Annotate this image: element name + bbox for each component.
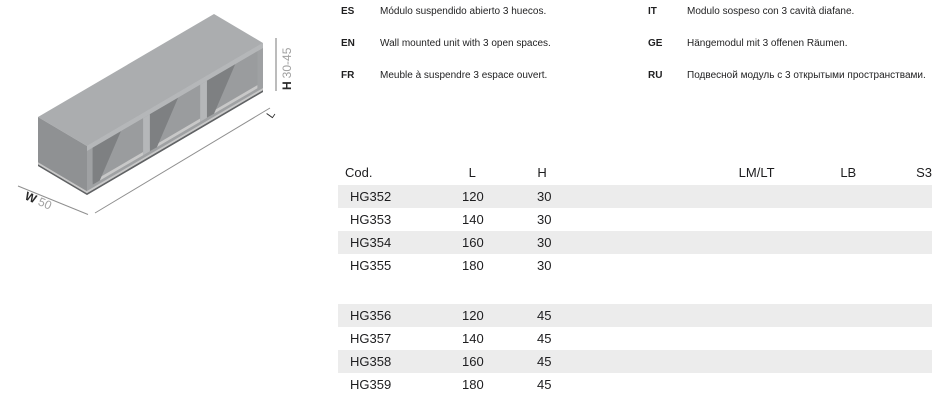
description-ge bbox=[648, 38, 847, 50]
description-ru bbox=[648, 70, 926, 82]
cell-cod: HG352 bbox=[350, 189, 392, 204]
product-drawing bbox=[0, 0, 330, 230]
cell-h: 30 bbox=[537, 189, 552, 204]
table-row-hg356 bbox=[338, 304, 932, 327]
header-l: L bbox=[468, 165, 476, 180]
divider-1-edge bbox=[143, 114, 150, 155]
length-dimension-label: L bbox=[264, 108, 278, 121]
cell-h: 45 bbox=[537, 354, 552, 369]
cell-cod: HG357 bbox=[350, 331, 392, 346]
lang-text-fr: Meuble à suspendre 3 espace ouvert. bbox=[380, 70, 548, 81]
height-dimension-label: H30-45 bbox=[280, 47, 294, 90]
cell-cod: HG353 bbox=[350, 212, 392, 227]
description-en bbox=[341, 38, 551, 50]
header-s3: S3 bbox=[916, 165, 932, 180]
lang-label-en: EN bbox=[341, 38, 355, 49]
lang-text-it: Modulo sospeso con 3 cavità diafane. bbox=[687, 6, 855, 17]
description-it bbox=[648, 6, 854, 18]
divider-2-edge bbox=[200, 81, 207, 122]
cell-cod: HG359 bbox=[350, 377, 392, 392]
cell-cod: HG355 bbox=[350, 258, 392, 273]
width-dimension-label: W50 bbox=[22, 188, 54, 213]
table-row-hg359 bbox=[338, 373, 932, 396]
cell-l: 140 bbox=[462, 212, 484, 227]
cell-l: 120 bbox=[462, 308, 484, 323]
lang-label-ru: RU bbox=[648, 70, 663, 81]
cell-cod: HG358 bbox=[350, 354, 392, 369]
cell-l: 140 bbox=[462, 331, 484, 346]
lang-label-fr: FR bbox=[341, 70, 355, 81]
header-lb: LB bbox=[840, 165, 857, 180]
cell-l: 160 bbox=[462, 235, 484, 250]
table-row-hg355 bbox=[338, 254, 932, 277]
header-cod: Cod. bbox=[345, 165, 373, 180]
table-group-h45 bbox=[338, 304, 932, 396]
table-row-hg352 bbox=[338, 185, 932, 208]
table-row-hg353 bbox=[338, 208, 932, 231]
lang-text-es: Módulo suspendido abierto 3 huecos. bbox=[380, 6, 547, 17]
header-lmlt: LM/LT bbox=[738, 165, 775, 180]
lang-text-en: Wall mounted unit with 3 open spaces. bbox=[380, 38, 551, 49]
table-group-gap bbox=[338, 277, 932, 304]
cell-h: 30 bbox=[537, 258, 552, 273]
table-row-hg358 bbox=[338, 350, 932, 373]
lang-text-ge: Hängemodul mit 3 offenen Räumen. bbox=[687, 38, 848, 49]
spec-table bbox=[338, 160, 932, 396]
cell-l: 180 bbox=[462, 258, 484, 273]
description-es bbox=[341, 6, 546, 18]
cell-l: 180 bbox=[462, 377, 484, 392]
cell-l: 160 bbox=[462, 354, 484, 369]
cell-h: 45 bbox=[537, 377, 552, 392]
wall-unit-illustration bbox=[0, 0, 330, 230]
lang-label-es: ES bbox=[341, 6, 355, 17]
table-row-hg354 bbox=[338, 231, 932, 254]
cell-cod: HG354 bbox=[350, 235, 392, 250]
description-fr bbox=[341, 70, 547, 82]
cell-h: 30 bbox=[537, 212, 552, 227]
header-h: H bbox=[537, 165, 547, 180]
cell-l: 120 bbox=[462, 189, 484, 204]
table-header bbox=[338, 160, 932, 185]
table-row-hg357 bbox=[338, 327, 932, 350]
lang-label-it: IT bbox=[648, 6, 657, 17]
cell-h: 45 bbox=[537, 308, 552, 323]
cell-cod: HG356 bbox=[350, 308, 392, 323]
cell-h: 45 bbox=[537, 331, 552, 346]
table-group-h30 bbox=[338, 185, 932, 277]
lang-label-ge: GE bbox=[648, 38, 663, 49]
cell-h: 30 bbox=[537, 235, 552, 250]
lang-text-ru: Подвесной модуль с 3 открытыми пространствами. bbox=[687, 70, 926, 81]
